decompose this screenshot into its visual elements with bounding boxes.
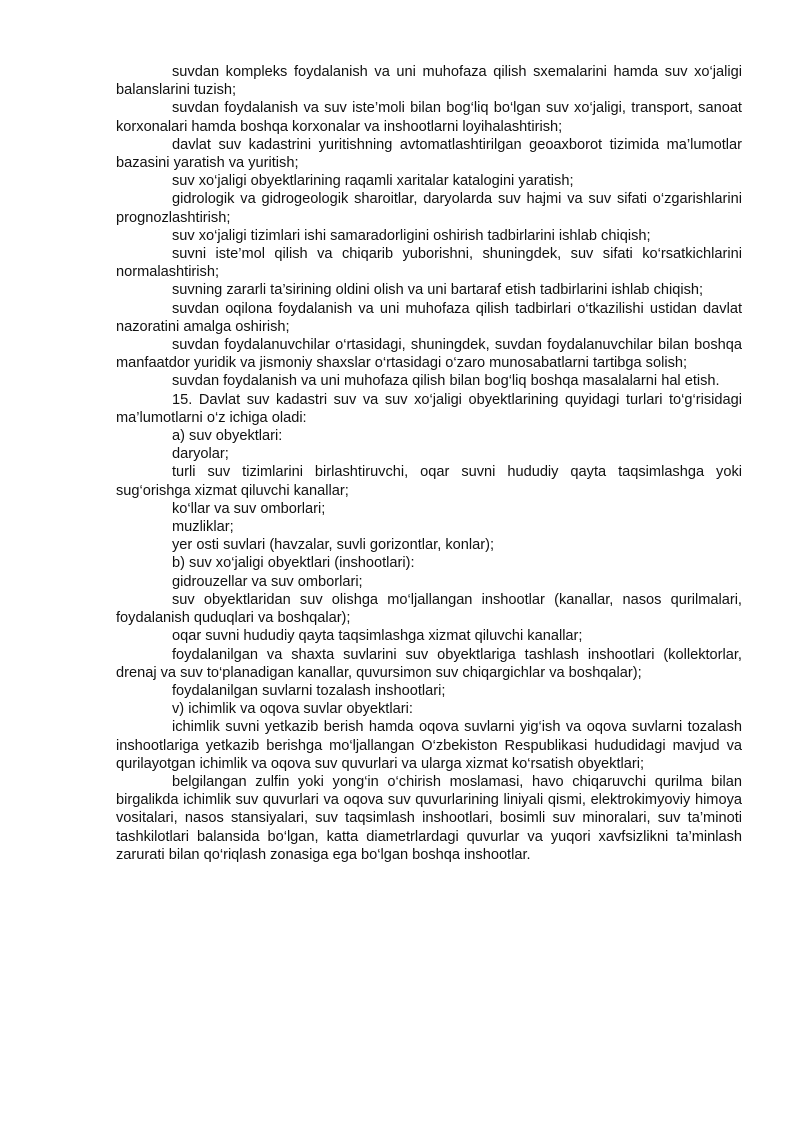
paragraph: suvdan foydalanuvchilar o‘rtasidagi, shuningdek, suvdan foydalanuvchilar bilan boshqa manfaatdor yuridik va jismoniy shaxslar o‘rtasidagi o‘zaro munosabatlarni tartibga solish;	[116, 337, 742, 372]
paragraph: gidrologik va gidrogeologik sharoitlar, daryolarda suv hajmi va suv sifati o‘zgarishlarini prognozlashtirish;	[116, 191, 742, 226]
list-item: belgilangan zulfin yoki yong‘in o‘chirish moslamasi, havo chiqaruvchi qurilma bilan birgalikda ichimlik suv quvurlari va oqova suv quvurlarining liniyali qismi, elektrokimyoviy himoya vositalari, nasos stansiyalari, suv taqsimlash inshootlari, bosimli suv minoralari, suv ta’minoti tashkilotlari balansida bo‘lgan, katta diametrlardagi quvurlar va yuqori xavfsizlikni ta’minlash zarurati bilan qo‘riqlash zonasiga ega bo‘lgan boshqa inshootlar.	[116, 773, 742, 863]
paragraph: suvdan foydalanish va suv iste’moli bilan bog‘liq bo‘lgan suv xo‘jaligi, transport, sanoat korxonalari hamda boshqa korxonalar va inshootlarni loyihalashtirish;	[116, 100, 742, 135]
list-item: daryolar;	[172, 446, 229, 463]
paragraph: suv xo‘jaligi obyektlarining raqamli xaritalar katalogini yaratish;	[172, 173, 574, 190]
paragraph: suvning zararli ta’sirining oldini olish va uni bartaraf etish tadbirlarini ishlab chiqish;	[172, 282, 704, 299]
list-item: ichimlik suvni yetkazib berish hamda oqova suvlarni yig‘ish va oqova suvlarni tozalash inshootlariga yetkazib berishga mo‘ljallangan O‘zbekiston Respublikasi hududidagi mavjud va qurilayotgan ichimlik va oqova suv quvurlari va ularga xizmat ko‘rsatish obyektlari;	[116, 719, 742, 772]
section-15-paragraph: 15. Davlat suv kadastri suv va suv xo‘jaligi obyektlarining quyidagi turlari to‘g‘risidagi ma’lumotlarni o‘z ichiga oladi:	[116, 391, 742, 426]
subheading-v: v) ichimlik va oqova suvlar obyektlari:	[172, 701, 413, 718]
document-page	[116, 63, 742, 864]
paragraph: suvdan oqilona foydalanish va uni muhofaza qilish tadbirlari o‘tkazilishi ustidan davlat nazoratini amalga oshirish;	[116, 300, 742, 335]
list-item: oqar suvni hududiy qayta taqsimlashga xizmat qiluvchi kanallar;	[172, 628, 583, 645]
list-item: ko‘llar va suv omborlari;	[172, 500, 326, 517]
list-item: foydalanilgan va shaxta suvlarini suv obyektlariga tashlash inshootlari (kollektorlar, drenaj va suv to‘planadigan kanallar, quvursimon suv chiqargichlar va boshqalar);	[116, 646, 742, 681]
list-item: yer osti suvlari (havzalar, suvli gorizontlar, konlar);	[172, 537, 494, 554]
list-item: gidrouzellar va suv omborlari;	[172, 573, 363, 590]
paragraph: davlat suv kadastrini yuritishning avtomatlashtirilgan geoaxborot tizimida ma’lumotlar bazasini yaratish va yuritish;	[116, 136, 742, 172]
paragraph: suvni iste’mol qilish va chiqarib yuborishni, shuningdek, suv sifati ko‘rsatkichlarini normalashtirish;	[116, 246, 742, 281]
subheading-a: a) suv obyektlari:	[172, 428, 283, 445]
list-item: suv obyektlaridan suv olishga mo‘ljallangan inshootlar (kanallar, nasos qurilmalari, foydalanish quduqlari va boshqalar);	[116, 591, 742, 627]
list-item: muzliklar;	[172, 519, 234, 536]
subheading-b: b) suv xo‘jaligi obyektlari (inshootlari):	[172, 555, 415, 572]
list-item: foydalanilgan suvlarni tozalash inshootlari;	[172, 682, 446, 699]
list-item: turli suv tizimlarini birlashtiruvchi, oqar suvni hududiy qayta taqsimlashga yoki sug‘orishga xizmat qiluvchi kanallar;	[116, 464, 742, 499]
paragraph: suvdan kompleks foydalanish va uni muhofaza qilish sxemalarini hamda suv xo‘jaligi balanslarini tuzish;	[116, 64, 742, 99]
paragraph: suv xo‘jaligi tizimlari ishi samaradorligini oshirish tadbirlarini ishlab chiqish;	[172, 227, 651, 244]
paragraph: suvdan foydalanish va uni muhofaza qilish bilan bog‘liq boshqa masalalarni hal etish.	[172, 373, 720, 390]
